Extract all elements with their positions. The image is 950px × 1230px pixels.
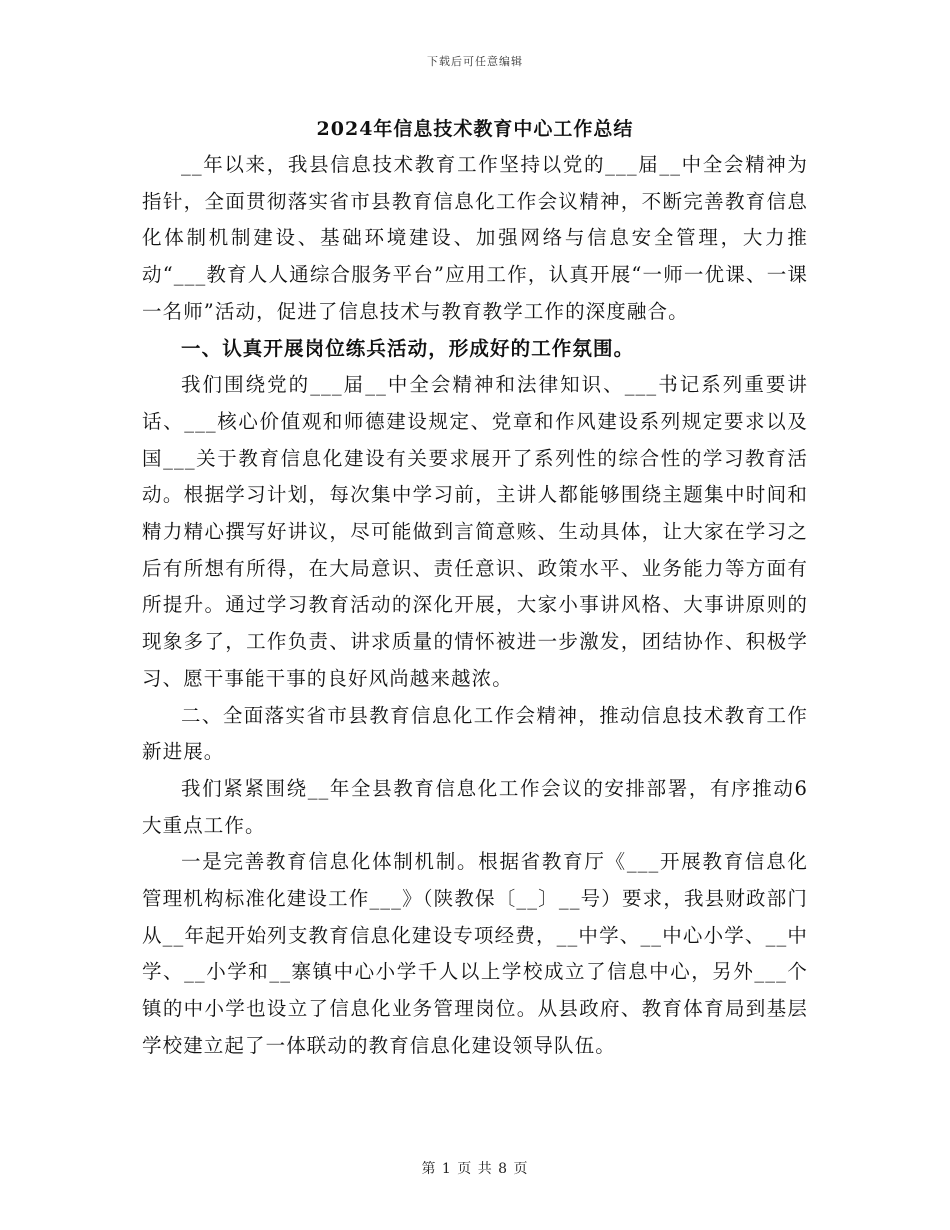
section-2-intro-paragraph: 我们紧紧围绕__年全县教育信息化工作会议的安排部署，有序推动6大重点工作。 <box>142 776 808 837</box>
section-1-paragraph: 我们围绕党的___届__中全会精神和法律知识、___书记系列重要讲话、___核心价值观和师德建设规定、党章和作风建设系列规定要求以及国___关于教育信息化建设有关要求展开了系列性的综合性的学习教育活动。根据学习计划，每次集中学习前，主讲人都能够围绕主题集中时间和精力精心撰写好讲议，尽可能做到言简意赅、生动具体，让大家在学习之后有所想有所得，在大局意识、责任意识、政策水平、业务能力等方面有所提升。通过学习教育活动的深化开展，大家小事讲风格、大事讲原则的现象多了，工作负责、讲求质量的情怀被进一步激发，团结协作、积极学习、愿干事能干事的良好风尚越来越浓。 <box>142 373 808 690</box>
document-body <box>142 147 808 1065</box>
section-2-item-1-paragraph: 一是完善教育信息化体制机制。根据省教育厅《___开展教育信息化管理机构标准化建设工作___》（陕教保〔__〕__号）要求，我县财政部门从__年起开始列支教育信息化建设专项经费，__中学、__中心小学、__中学、__小学和__寨镇中心小学千人以上学校成立了信息中心，另外___个镇的中小学也设立了信息化业务管理岗位。从县政府、教育体育局到基层学校建立起了一体联动的教育信息化建设领导队伍。 <box>142 850 808 1057</box>
section-heading-2: 二、全面落实省市县教育信息化工作会精神，推动信息技术教育工作新进展。 <box>142 703 808 764</box>
page-number-footer: 第 1 页 共 8 页 <box>421 1161 529 1177</box>
page-title: 2024年信息技术教育中心工作总结 <box>316 118 634 140</box>
page-header-note: 下载后可任意编辑 <box>427 55 523 68</box>
section-heading-1: 一、认真开展岗位练兵活动，形成好的工作氛围。 <box>181 336 635 360</box>
intro-paragraph: __年以来，我县信息技术教育工作坚持以党的___届__中全会精神为指针，全面贯彻落实省市县教育信息化工作会议精神，不断完善教育信息化体制机制建设、基础环境建设、加强网络与信息安全管理，大力推动“___教育人人通综合服务平台”应用工作，认真开展“一师一优课、一课一名师”活动，促进了信息技术与教育教学工作的深度融合。 <box>142 153 808 323</box>
